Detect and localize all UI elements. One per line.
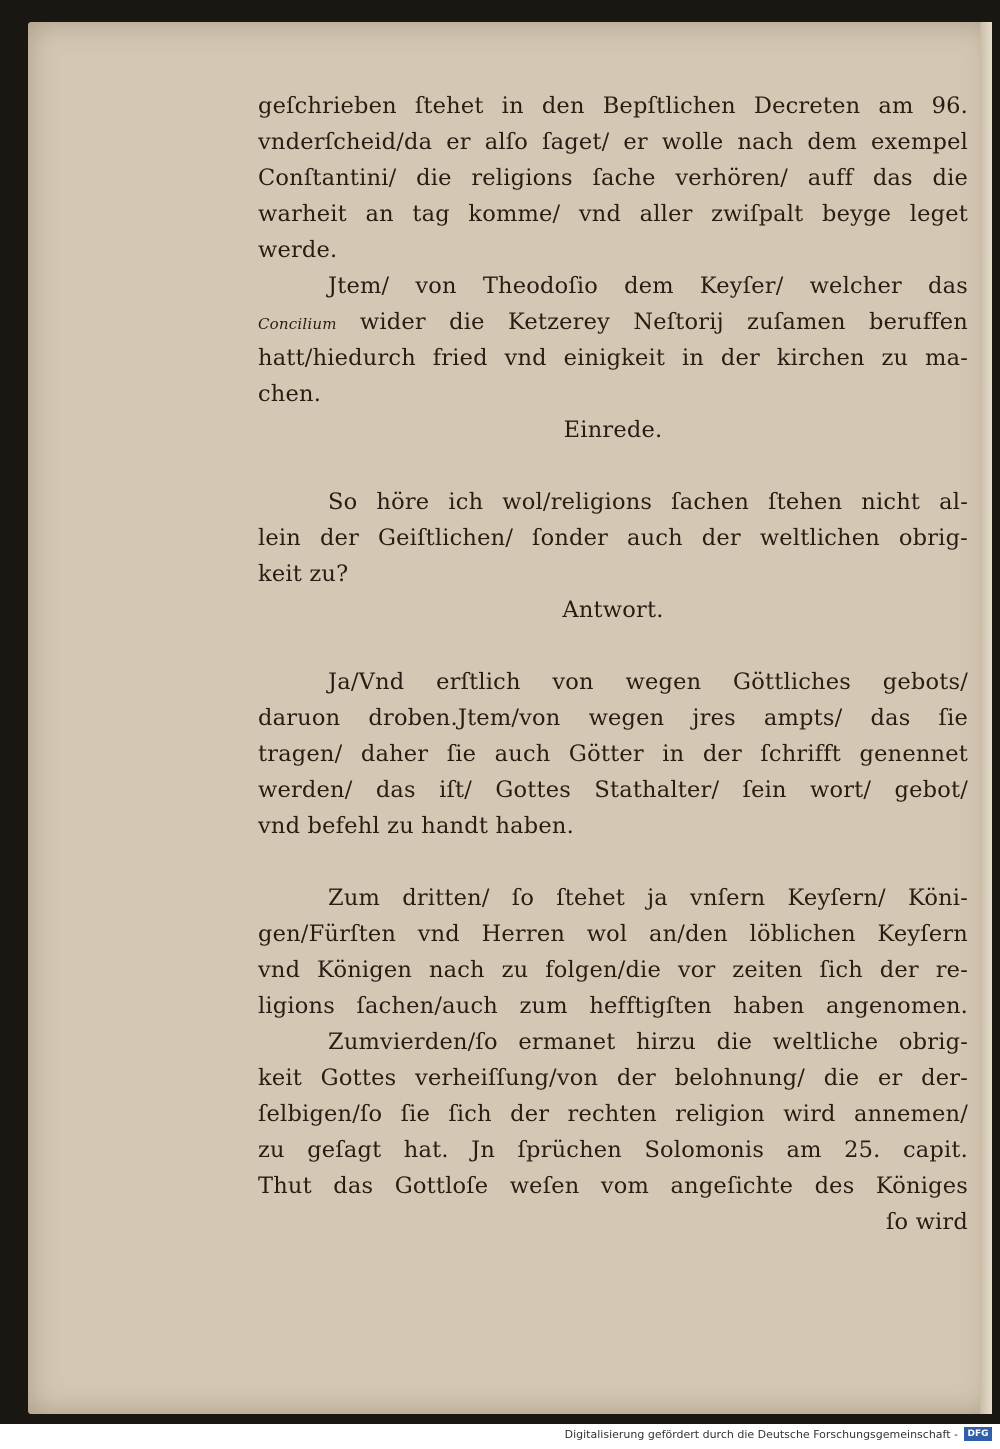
text-line: gen/Fürſten vnd Herren wol an/den löblichen Keyſern — [258, 921, 968, 947]
section-heading: Einrede. — [563, 417, 663, 443]
text-line: zu geſagt hat. Jn ſprüchen Solomonis am 25. capit. — [258, 1137, 968, 1163]
text-line: warheit an tag komme/ vnd aller zwiſpalt beyge leget — [258, 201, 968, 227]
text-line: chen. — [258, 381, 322, 407]
text-line: Conſtantini/ die religions ſache verhören/ auff das die — [258, 165, 968, 191]
dfg-logo: DFG — [964, 1427, 992, 1441]
text-line: Thut das Gottloſe weſen vom angeſichte des Königes — [258, 1173, 968, 1199]
section-heading: Antwort. — [562, 597, 664, 623]
line-text: wider die Ketzerey Neſtorij zuſamen beruffen — [336, 309, 968, 335]
paragraph-start-line: Zum dritten/ ſo ſtehet ja vnſern Keyſern/ Köni- — [328, 885, 968, 911]
blank-line — [258, 844, 968, 880]
paragraph-start-line: Jtem/ von Theodoſio dem Keyſer/ welcher das — [328, 273, 968, 299]
text-line: keit Gottes verheiſſung/von der belohnung/ die er der- — [258, 1065, 968, 1091]
paragraph-start-line: So höre ich wol/religions ſachen ſtehen nicht al- — [328, 489, 968, 515]
text-line: keit zu? — [258, 561, 349, 587]
text-line: vnderſcheid/da er alſo ſaget/ er wolle nach dem exempel — [258, 129, 968, 155]
text-line: werde. — [258, 237, 338, 263]
text-line: ſelbigen/ſo ſie ſich der rechten religion wird annemen/ — [258, 1101, 968, 1127]
paragraph-start-line: Ja/Vnd erſtlich von wegen Göttliches gebots/ — [328, 669, 968, 695]
text-line: vnd Königen nach zu folgen/die vor zeiten ſich der re- — [258, 957, 968, 983]
text-line: lein der Geiſtlichen/ ſonder auch der weltlichen obrig- — [258, 525, 968, 551]
text-line: daruon droben.Jtem/von wegen jres ampts/ das ſie — [258, 705, 968, 731]
text-line: tragen/ daher ſie auch Götter in der ſchrifft genennet — [258, 741, 968, 767]
funding-credit: Digitalisierung gefördert durch die Deutsche Forschungsgemeinschaft - — [564, 1428, 958, 1441]
text-line: vnd befehl zu handt haben. — [258, 813, 574, 839]
text-line: hatt/hiedurch fried vnd einigkeit in der kirchen zu ma- — [258, 345, 968, 371]
paragraph-start-line: Zumvierden/ſo ermanet hirzu die weltliche obrig- — [328, 1029, 968, 1055]
page-edge — [980, 22, 992, 1414]
text-line — [258, 304, 968, 340]
text-line: ligions ſachen/auch zum hefftigſten haben angenomen. — [258, 993, 968, 1019]
latin-word: Concilium — [258, 315, 337, 333]
text-line: werden/ das iſt/ Gottes Stathalter/ ſein wort/ gebot/ — [258, 777, 968, 803]
body-text — [258, 88, 968, 1240]
catchword: ſo wird — [885, 1209, 968, 1235]
blank-line — [258, 448, 968, 484]
text-line: geſchrieben ſtehet in den Bepſtlichen Decreten am 96. — [258, 93, 968, 119]
blank-line — [258, 628, 968, 664]
